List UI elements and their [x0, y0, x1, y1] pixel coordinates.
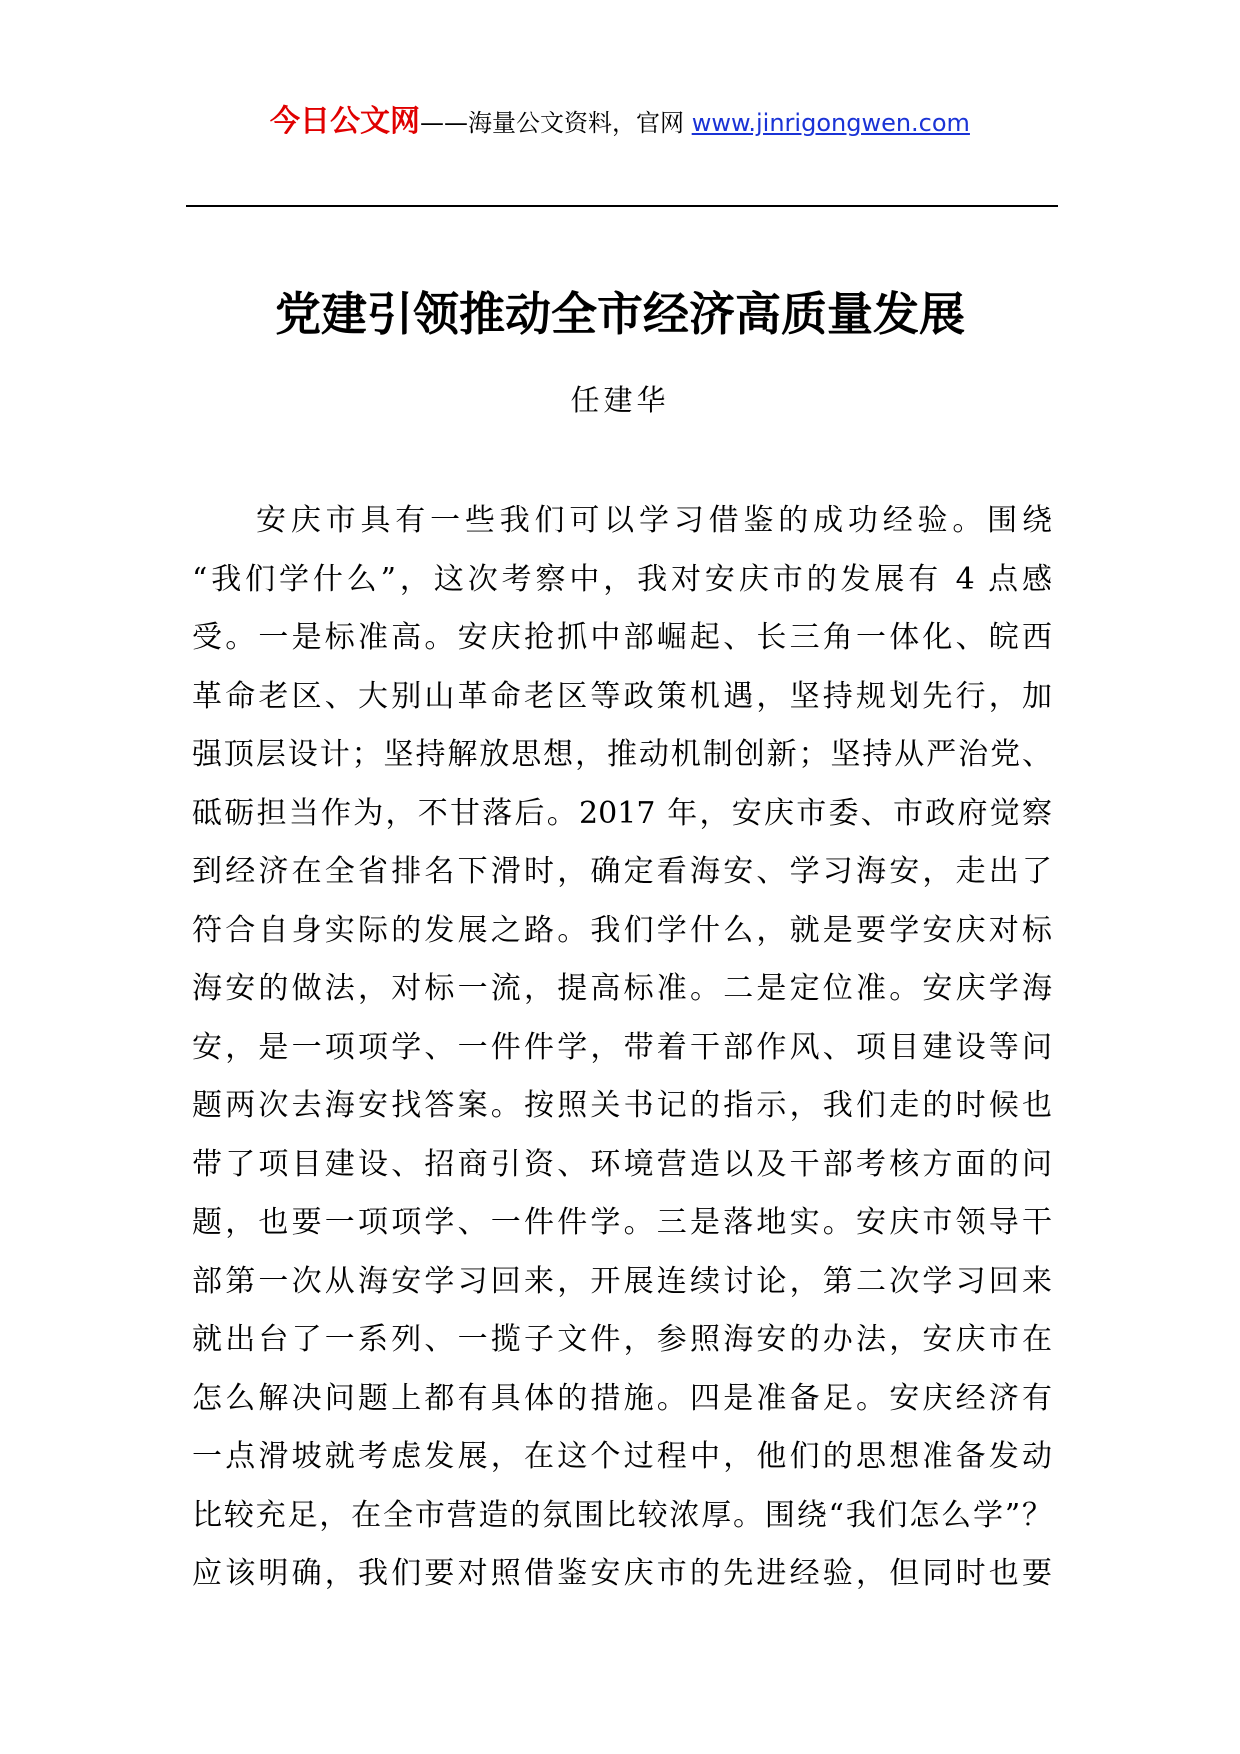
body-line: 题，也要一项项学、一件件学。三是落地实。安庆市领导干 [192, 1205, 1052, 1240]
body-line: 符合自身实际的发展之路。我们学什么，就是要学安庆对标 [192, 912, 1052, 948]
site-header [0, 104, 1240, 141]
body-line: 题两次去海安找答案。按照关书记的指示，我们走的时候也 [192, 1088, 1052, 1123]
document-author: 任建华 [570, 383, 670, 417]
site-tagline: ——海量公文资料，官网 [420, 109, 692, 137]
body-line: 砥砺担当作为，不甘落后。2017 年，安庆市委、市政府觉察 [192, 795, 1052, 831]
body-line: 安，是一项项学、一件件学，带着干部作风、项目建设等问 [192, 1029, 1052, 1065]
body-line: 革命老区、大别山革命老区等政策机遇，坚持规划先行，加 [192, 678, 1052, 714]
body-line: 受。一是标准高。安庆抢抓中部崛起、长三角一体化、皖西 [192, 620, 1052, 655]
body-line: 比较充足，在全市营造的氛围比较浓厚。围绕“我们怎么学”？ [192, 1497, 1052, 1533]
body-line: 一点滑坡就考虑发展，在这个过程中，他们的思想准备发动 [192, 1439, 1052, 1474]
body-line: 强顶层设计；坚持解放思想，推动机制创新；坚持从严治党、 [192, 737, 1052, 772]
body-line: 就出台了一系列、一揽子文件，参照海安的办法，安庆市在 [192, 1322, 1052, 1357]
site-brand: 今日公文网 [270, 104, 421, 139]
body-line: “我们学什么”，这次考察中，我对安庆市的发展有 4 点感 [192, 561, 1052, 597]
body-line: 怎么解决问题上都有具体的措施。四是准备足。安庆经济有 [192, 1380, 1052, 1416]
body-line: 应该明确，我们要对照借鉴安庆市的先进经验，但同时也要 [192, 1556, 1052, 1591]
body-line: 部第一次从海安学习回来，开展连续讨论，第二次学习回来 [192, 1263, 1052, 1299]
body-line: 带了项目建设、招商引资、环境营造以及干部考核方面的问 [192, 1146, 1052, 1182]
header-divider [186, 205, 1058, 207]
document-body [192, 492, 1052, 1604]
body-line: 到经济在全省排名下滑时，确定看海安、学习海安，走出了 [192, 854, 1052, 889]
document-title: 党建引领推动全市经济高质量发展 [275, 287, 965, 341]
site-url-link[interactable]: www.jinrigongwen.com [691, 109, 970, 137]
body-line: 海安的做法，对标一流，提高标准。二是定位准。安庆学海 [192, 971, 1052, 1006]
body-line: 安庆市具有一些我们可以学习借鉴的成功经验。围绕 [256, 503, 1052, 538]
